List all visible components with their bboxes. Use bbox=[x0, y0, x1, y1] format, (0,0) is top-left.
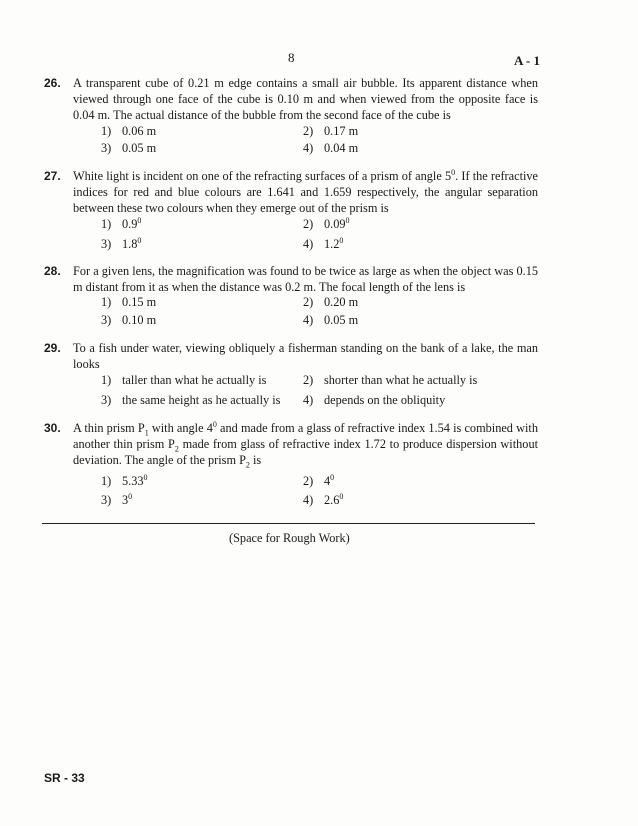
option-1[interactable]: 1) taller than what he actually is bbox=[101, 373, 267, 387]
option-1[interactable]: 1) $0.9^0$ bbox=[101, 215, 142, 231]
question-number: 30. bbox=[44, 421, 61, 435]
paper-code: A - 1 bbox=[514, 53, 540, 68]
footer-code: SR - 33 bbox=[44, 771, 85, 785]
question-number: 29. bbox=[44, 341, 61, 355]
option-3[interactable]: 3) 0.05 m bbox=[101, 141, 157, 155]
question-text: White light is incident on one of the refracting surfaces of a prism of angle $5^0$. If the refractive indices for red and blue colours are 1.641 and 1.659 respectively, the angular separation between these two colours when they emerge out of the prism is bbox=[73, 167, 539, 215]
option-4[interactable]: 4) 0.04 m bbox=[303, 141, 359, 155]
option-3[interactable]: 3) 0.10 m bbox=[101, 313, 157, 327]
question-text: A transparent cube of 0.21 m edge contains a small air bubble. Its apparent distance when viewed through one face of the cube is 0.10 m and when viewed from the opposite face is 0.04 m. The actual distance of the bubble from the second face of the cube is bbox=[73, 76, 538, 122]
option-4[interactable]: 4) $2.6^0$ bbox=[303, 491, 344, 507]
question-number: 27. bbox=[44, 169, 61, 183]
option-3[interactable]: 3) $1.8^0$ bbox=[101, 235, 142, 251]
option-1[interactable]: 1) 5.33$^0$ bbox=[101, 472, 148, 488]
option-4[interactable]: 4) depends on the obliquity bbox=[303, 393, 446, 407]
question-text: For a given lens, the magnification was found to be twice as large as when the object was 0.15 m distant from it as when the distance was 0.2 m. The focal length of the lens is bbox=[73, 264, 538, 294]
question-text: A thin prism $P_1$ with angle $4^0$ and made from a glass of refractive index 1.54 is combined with another thin prism $P_2$ made from glass of refractive index 1.72 to produce dispersion without deviation. The angle of the prism $P_2$ is bbox=[73, 419, 539, 470]
page-number: 8 bbox=[288, 50, 295, 65]
option-2[interactable]: 2) 0.20 m bbox=[303, 295, 359, 309]
option-3[interactable]: 3) $3^0$ bbox=[101, 491, 133, 507]
rough-work-label: (Space for Rough Work) bbox=[229, 531, 350, 545]
question-number: 26. bbox=[44, 76, 61, 90]
option-4[interactable]: 4) $1.2^0$ bbox=[303, 235, 344, 251]
divider bbox=[42, 523, 535, 524]
option-2[interactable]: 2) 0.09$^0$ bbox=[303, 215, 350, 231]
option-2[interactable]: 2) $4^0$ bbox=[303, 472, 335, 488]
option-1[interactable]: 1) 0.15 m bbox=[101, 295, 157, 309]
option-2[interactable]: 2) 0.17 m bbox=[303, 124, 359, 138]
question-number: 28. bbox=[44, 264, 61, 278]
option-1[interactable]: 1) 0.06 m bbox=[101, 124, 157, 138]
option-2[interactable]: 2) shorter than what he actually is bbox=[303, 373, 478, 387]
option-4[interactable]: 4) 0.05 m bbox=[303, 313, 359, 327]
option-3[interactable]: 3) the same height as he actually is bbox=[101, 393, 281, 407]
question-text: To a fish under water, viewing obliquely a fisherman standing on the bank of a lake, the man looks bbox=[73, 341, 538, 371]
